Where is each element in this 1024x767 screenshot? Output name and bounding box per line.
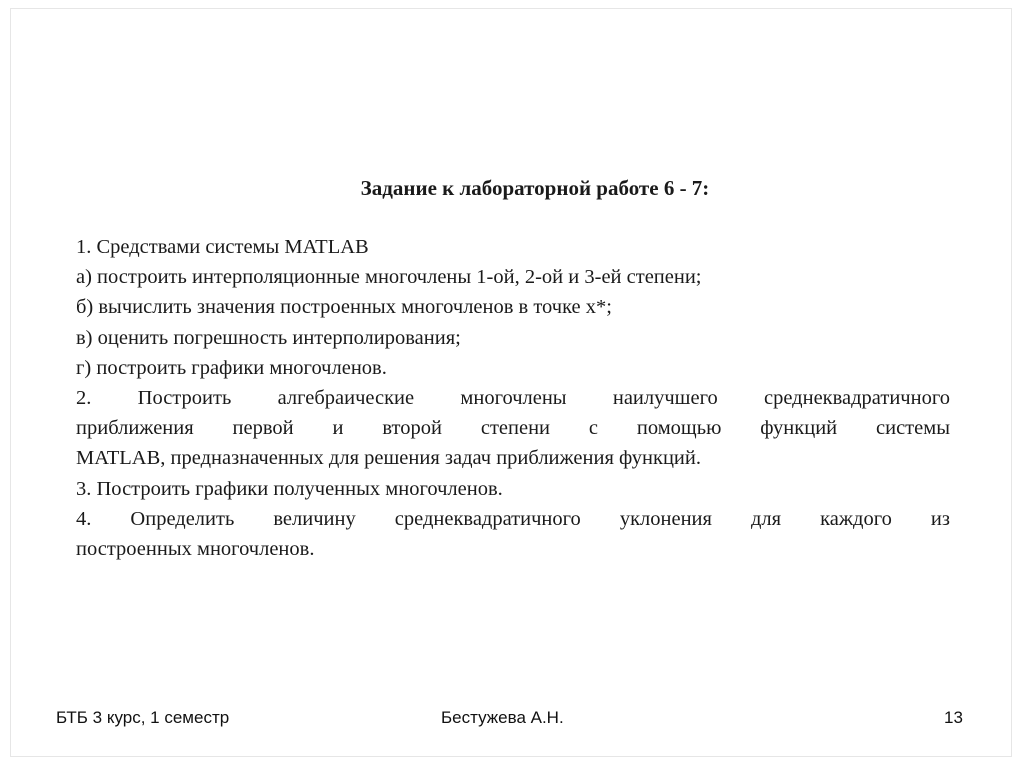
task-item-3: 3. Построить графики полученных многочленов. (76, 477, 503, 500)
task-subitem-d: г) построить графики многочленов. (76, 356, 387, 379)
task-subitem-a: а) построить интерполяционные многочлены 1-ой, 2-ой и 3-ей степени; (76, 266, 702, 289)
task-item-1: 1. Средствами системы MATLAB (76, 236, 369, 258)
task-item-4-line-1: 4. Определить величину среднеквадратичного уклонения для каждого из (76, 507, 950, 530)
task-subitem-b: б) вычислить значения построенных многочленов в точке x*; (76, 296, 612, 319)
task-subitem-c: в) оценить погрешность интерполирования; (76, 326, 461, 349)
task-title: Задание к лабораторной работе 6 - 7: (360, 176, 710, 200)
task-item-2-line-2: приближения первой и второй степени с помощью функций системы (76, 417, 950, 440)
task-item-4-line-2: построенных многочленов. (76, 538, 315, 561)
task-item-2-line-1: 2. Построить алгебраические многочлены наилучшего среднеквадратичного (76, 387, 950, 410)
task-item-2-line-3: MATLAB, предназначенных для решения задач приближения функций. (76, 447, 701, 470)
task-body (76, 232, 950, 564)
footer-page-number: 13 (944, 708, 963, 727)
footer-course-info: БТБ 3 курс, 1 семестр (56, 708, 230, 727)
footer-author: Бестужева А.Н. (441, 708, 564, 727)
